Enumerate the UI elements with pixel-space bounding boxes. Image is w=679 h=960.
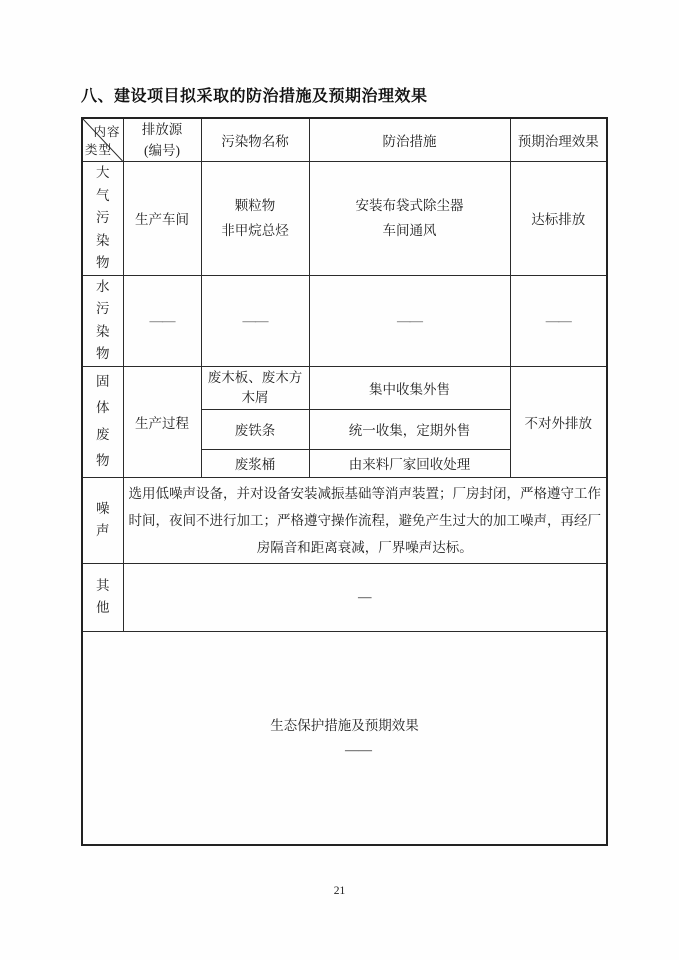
solid-measure-cell-3: 由来料厂家回收处理 — [309, 449, 510, 477]
air-measure-line2: 车间通风 — [382, 223, 437, 239]
eco-protection-row — [82, 631, 607, 845]
water-pollutant-row — [82, 275, 607, 366]
solid-measure-cell-2: 统一收集，定期外售 — [309, 409, 510, 449]
air-pollutant-line2: 非甲烷总烃 — [221, 223, 289, 239]
noise-category-cell — [82, 477, 123, 563]
header-emission-source-line2: (编号) — [144, 143, 180, 158]
air-pollutant-line1: 颗粒物 — [234, 198, 276, 214]
solid-pollutant-1-line1: 废木板、废木方 — [207, 369, 303, 385]
eco-protection-label: 生态保护措施及预期效果 — [270, 717, 419, 733]
corner-label-content: 内容 — [93, 125, 121, 139]
solid-pollutant-cell-3: 废浆桶 — [201, 449, 309, 477]
header-emission-source — [123, 118, 201, 162]
air-pollutant-row — [82, 162, 607, 276]
water-category-cell — [82, 275, 123, 366]
air-effect-cell: 达标排放 — [510, 162, 607, 276]
other-content-cell: — — [123, 563, 607, 631]
solid-category-label: 固体废物 — [96, 373, 110, 468]
section-title: 八、建设项目拟采取的防治措施及预期治理效果 — [81, 88, 428, 105]
solid-source-cell: 生产过程 — [123, 366, 201, 477]
water-effect-cell: —— — [510, 275, 607, 366]
solid-pollutant-1-line2: 木屑 — [241, 389, 269, 405]
solid-waste-row-1 — [82, 366, 607, 409]
solid-effect-cell: 不对外排放 — [510, 366, 607, 477]
noise-category-label: 噪声 — [96, 500, 110, 538]
header-prevention-measure: 防治措施 — [309, 118, 510, 162]
air-source-cell: 生产车间 — [123, 162, 201, 276]
solid-category-cell — [82, 366, 123, 477]
eco-protection-content: —— — [345, 741, 372, 757]
header-expected-effect: 预期治理效果 — [510, 118, 607, 162]
corner-label-type: 类型 — [85, 143, 113, 157]
water-category-label: 水污染物 — [96, 278, 110, 361]
prevention-measures-table — [81, 117, 608, 846]
other-category-cell — [82, 563, 123, 631]
solid-pollutant-cell-2: 废铁条 — [201, 409, 309, 449]
other-category-label: 其他 — [96, 577, 110, 615]
corner-header-cell — [82, 118, 123, 162]
header-emission-source-line1: 排放源 — [141, 122, 183, 137]
noise-row — [82, 477, 607, 563]
solid-measure-cell-1: 集中收集外售 — [309, 366, 510, 409]
air-pollutant-cell — [201, 162, 309, 276]
other-row — [82, 563, 607, 631]
air-measure-cell — [309, 162, 510, 276]
header-pollutant-name: 污染物名称 — [201, 118, 309, 162]
water-pollutant-cell: —— — [201, 275, 309, 366]
solid-pollutant-cell-1 — [201, 366, 309, 409]
water-source-cell: —— — [123, 275, 201, 366]
page-number: 21 — [333, 885, 346, 897]
eco-protection-cell — [82, 631, 607, 845]
table-header-row — [82, 118, 607, 162]
water-measure-cell: —— — [309, 275, 510, 366]
noise-measure-text: 选用低噪声设备，并对设备安装减振基础等消声装置；厂房封闭，严格遵守工作时间，夜间不进行加工；严格遵守操作流程，避免产生过大的加工噪声，再经厂房隔音和距离衰减，厂界噪声达标。 — [123, 477, 607, 563]
air-category-cell — [82, 162, 123, 276]
air-category-label: 大气污染物 — [96, 165, 110, 270]
air-measure-line1: 安装布袋式除尘器 — [355, 198, 464, 214]
